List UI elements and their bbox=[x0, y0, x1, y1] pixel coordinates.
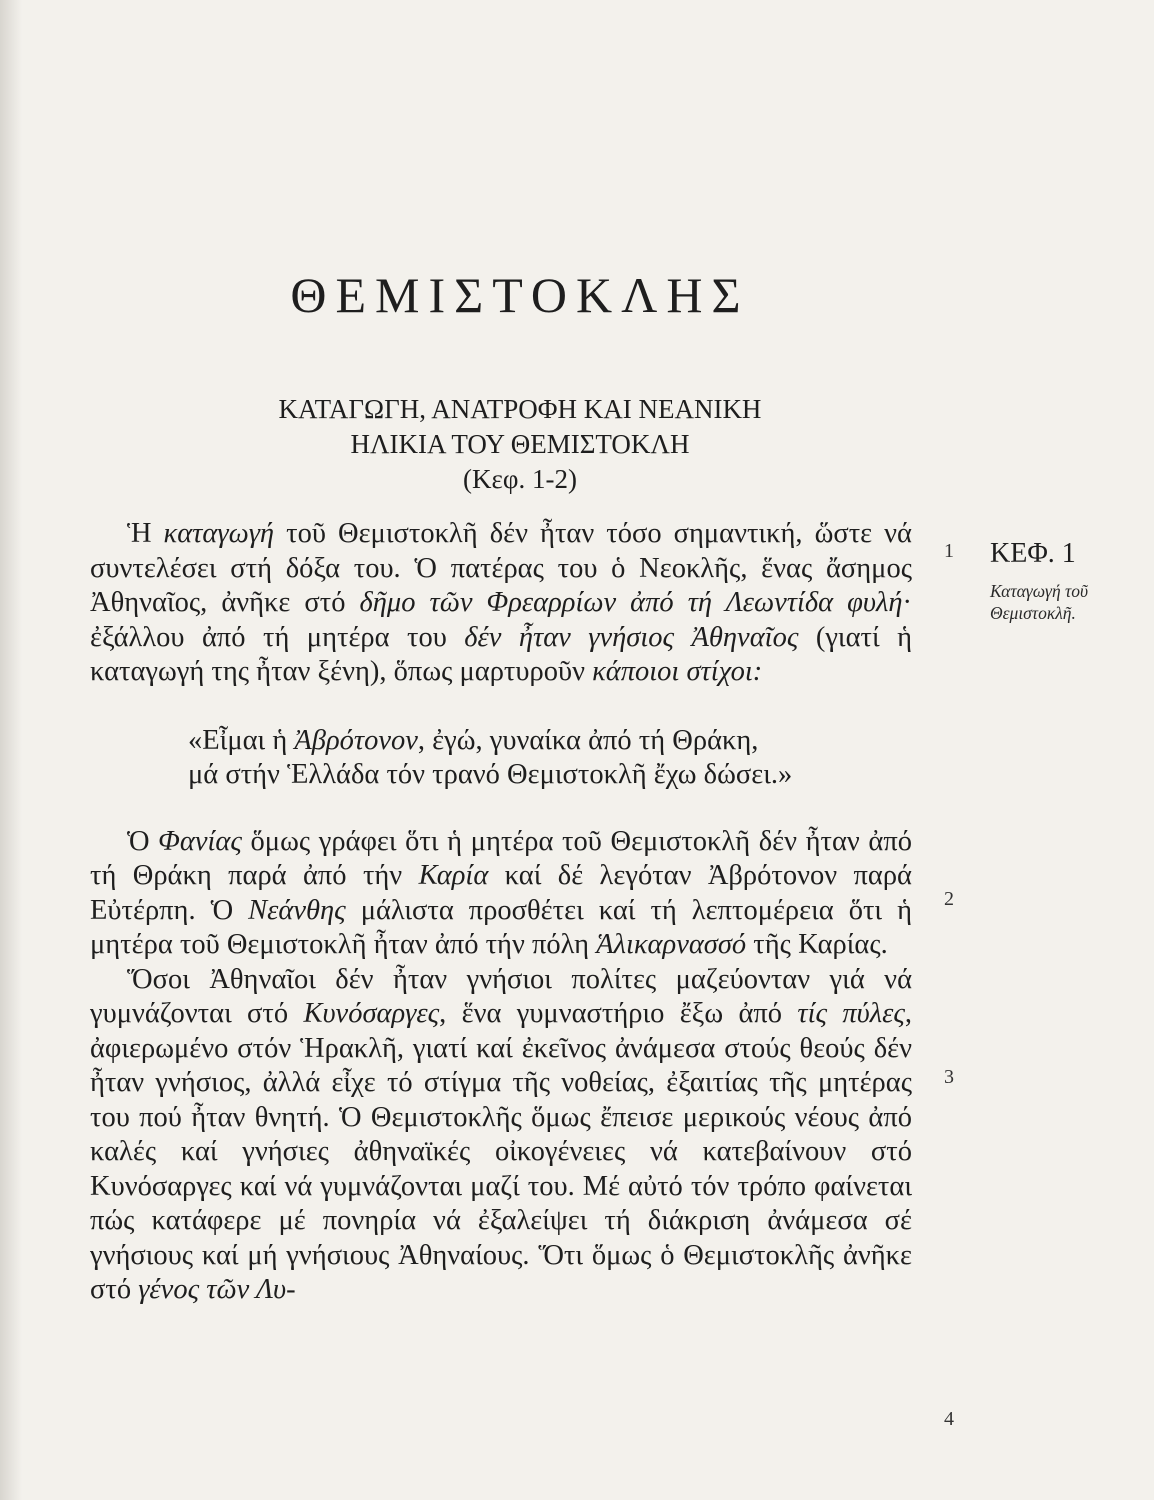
paragraph-3: Ὅσοι Ἀθηναῖοι δέν ἦταν γνήσιοι πολίτες μαζεύονταν γιά νά γυμνάζονται στό Κυνόσαργες, ἕνα γυμναστήριο ἔξω ἀπό τίς πύλες, ἀφιερωμένο στόν Ἡρακλῆ, γιατί καί ἐκεῖνος ἀνάμεσα στούς θεούς δέν ἦταν γνήσιος, ἀλλά εἶχε τό στίγμα τῆς νοθείας, ἐξαιτίας τῆς μητέρας του πού ἦταν θνητή. Ὁ Θεμιστοκλῆς ὅμως ἔπεισε μερικούς νέους ἀπό καλές καί γνήσιες ἀθηναϊκές οἰκογένειες νά κατεβαίνουν στό Κυνόσαργες καί νά γυμνάζονται μαζί του. Μέ αὐτό τόν τρόπο φαίνεται πώς κατάφερε μέ πονηρία νά ἐξαλείψει τή διάκριση ἀνάμεσα σέ γνήσιους καί μή γνήσιους Ἀθηναίους. Ὅτι ὅμως ὁ Θεμιστοκλῆς ἀνῆκε στό γένος τῶν Λυ- bbox=[90, 963, 913, 1305]
page-edge-shadow bbox=[0, 0, 22, 1500]
margin-number-4: 4 bbox=[944, 1408, 954, 1430]
margin-number-2: 2 bbox=[944, 888, 954, 910]
margin-number-3: 3 bbox=[944, 1066, 954, 1088]
verse-quote bbox=[90, 724, 912, 793]
verse-line-1: «Εἶμαι ἡ Ἀβρότονον, ἐγώ, γυναίκα ἀπό τή Θράκη, bbox=[188, 724, 759, 756]
page-title: ΘΕΜΙΣΤΟΚΛΗΣ bbox=[290, 266, 750, 323]
sidebar-subtitle: Καταγωγή τοῦ Θεμιστοκλῆ. bbox=[990, 581, 1089, 623]
verse-line-2: μά στήν Ἑλλάδα τόν τρανό Θεμιστοκλῆ ἔχω δώσει.» bbox=[188, 759, 793, 790]
heading-line-3: (Κεφ. 1-2) bbox=[463, 464, 577, 494]
paragraph-2: Ὁ Φανίας ὅμως γράφει ὅτι ἡ μητέρα τοῦ Θεμιστοκλῆ δέν ἦταν ἀπό τή Θράκη παρά ἀπό τήν Καρία καί δέ λεγόταν Ἀβρότονον παρά Εὐτέρπη. Ὁ Νεάνθης μάλιστα προσθέτει καί τή λεπτομέρεια ὅτι ἡ μητέρα τοῦ Θεμιστοκλῆ ἦταν ἀπό τήν πόλη Ἁλικαρνασσό τῆς Καρίας. bbox=[90, 825, 913, 960]
chapter-heading bbox=[200, 392, 840, 497]
sidebar-chapter: ΚΕΦ. 1 bbox=[990, 538, 1076, 569]
paragraph-1: Ἡ καταγωγή τοῦ Θεμιστοκλῆ δέν ἦταν τόσο σημαντική, ὥστε νά συντελέσει στή δόξα του. Ὁ πατέρας του ὁ Νεοκλῆς, ἕνας ἄσημος Ἀθηναῖος, ἀνῆκε στό δῆμο τῶν Φρεαρρίων ἀπό τή Λεωντίδα φυλή· ἐξάλλου ἀπό τή μητέρα του δέν ἦταν γνήσιος Ἀθηναῖος (γιατί ἡ καταγωγή της ἦταν ξένη), ὅπως μαρτυροῦν κάποιοι στίχοι: bbox=[90, 518, 912, 687]
margin-number-1: 1 bbox=[944, 540, 954, 562]
heading-line-2: ΗΛΙΚΙΑ ΤΟΥ ΘΕΜΙΣΤΟΚΛΗ bbox=[350, 429, 690, 459]
body-text bbox=[90, 517, 912, 1308]
heading-line-1: ΚΑΤΑΓΩΓΗ, ΑΝΑΤΡΟΦΗ ΚΑΙ ΝΕΑΝΙΚΗ bbox=[278, 394, 762, 424]
